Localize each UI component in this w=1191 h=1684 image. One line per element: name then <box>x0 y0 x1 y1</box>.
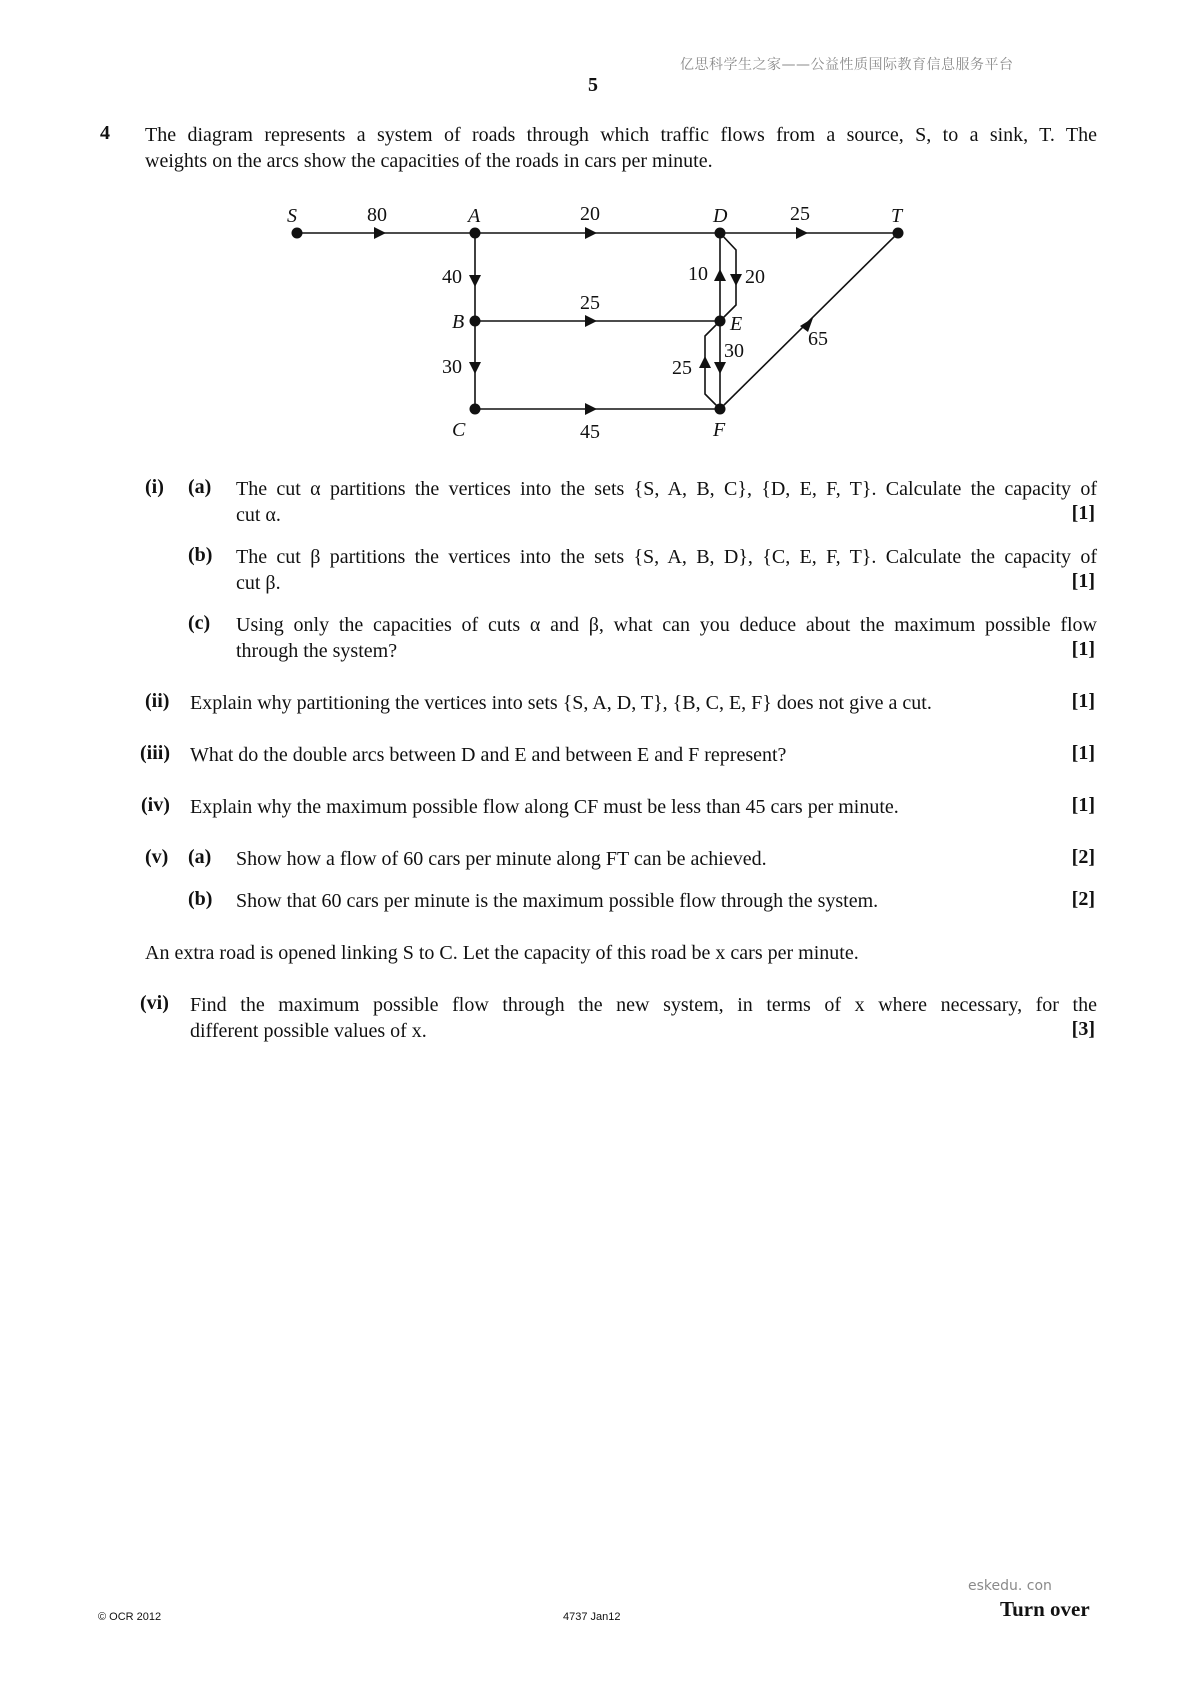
part-iii-marks: [1] <box>1071 742 1095 764</box>
arrow-AD <box>585 227 597 239</box>
label-node-A: A <box>468 205 481 227</box>
part-ii-text: Explain why partitioning the vertices into sets {S, A, D, T}, {B, C, E, F} does not give a cut. <box>190 692 932 714</box>
part-ib-line1: The cut β partitions the vertices into the sets {S, A, B, D}, {C, E, F, T}. Calculate the capacity of <box>236 546 1097 568</box>
part-vb-text: Show that 60 cars per minute is the maximum possible flow through the system. <box>236 890 879 912</box>
weight-FT: 65 <box>808 328 828 350</box>
weight-BE: 25 <box>580 292 600 314</box>
label-node-C: C <box>452 419 466 441</box>
arrow-AB <box>469 275 481 287</box>
flow-network-diagram <box>0 0 1191 460</box>
arrow-CF <box>585 403 597 415</box>
label-node-E: E <box>730 313 743 335</box>
weight-CF: 45 <box>580 421 600 443</box>
weight-AD: 20 <box>580 203 600 225</box>
part-iv-text: Explain why the maximum possible flow along CF must be less than 45 cars per minute. <box>190 796 899 818</box>
weight-SA: 80 <box>367 204 387 226</box>
label-node-F: F <box>713 419 726 441</box>
weight-ED: 10 <box>688 263 708 285</box>
label-node-D: D <box>713 205 728 227</box>
part-vi-marks: [3] <box>1071 1018 1095 1040</box>
node-T <box>893 228 904 239</box>
part-ib-marks: [1] <box>1071 570 1095 592</box>
part-ic-line1: Using only the capacities of cuts α and β, what can you deduce about the maximum possible flow <box>236 614 1097 636</box>
arrow-BC <box>469 362 481 374</box>
part-ic-line2: through the system? <box>236 640 398 662</box>
node-S <box>292 228 303 239</box>
part-ia-marks: [1] <box>1071 502 1095 524</box>
part-ia-label: (a) <box>188 476 212 498</box>
part-ic-label: (c) <box>188 612 211 634</box>
part-va-label: (a) <box>188 846 212 868</box>
question-intro-line1: The diagram represents a system of roads through which traffic flows from a source, S, to a sink, T. The <box>145 124 1097 146</box>
part-ib-line2: cut β. <box>236 572 281 594</box>
node-C <box>470 404 481 415</box>
node-D <box>715 228 726 239</box>
label-node-B: B <box>452 311 465 333</box>
arrow-BE <box>585 315 597 327</box>
part-ib-label: (b) <box>188 544 213 566</box>
part-ic-marks: [1] <box>1071 638 1095 660</box>
part-vi-line1: Find the maximum possible flow through the new system, in terms of x where necessary, for the <box>190 994 1097 1016</box>
turn-over-label: Turn over <box>1000 1597 1090 1621</box>
weight-DT: 25 <box>790 203 810 225</box>
part-ii-label: (ii) <box>145 690 170 712</box>
label-node-T: T <box>891 205 903 227</box>
page-number: 5 <box>588 74 598 96</box>
arrow-SA <box>374 227 386 239</box>
watermark-footer: eskedu. con <box>968 1578 1052 1594</box>
arrow-EF <box>714 362 726 374</box>
question-intro-line2: weights on the arcs show the capacities of the roads in cars per minute. <box>145 150 713 172</box>
part-iii-label: (iii) <box>140 742 170 764</box>
arrow-ED <box>714 269 726 281</box>
part-iv-label: (iv) <box>141 794 170 816</box>
node-E <box>715 316 726 327</box>
question-number: 4 <box>100 122 110 144</box>
node-F <box>715 404 726 415</box>
part-vi-line2: different possible values of x. <box>190 1020 427 1042</box>
extra-road-text: An extra road is opened linking S to C. Let the capacity of this road be x cars per minute. <box>145 942 859 964</box>
weight-FE: 25 <box>672 357 692 379</box>
footer-paper-code: 4737 Jan12 <box>563 1611 621 1623</box>
part-iv-marks: [1] <box>1071 794 1095 816</box>
part-ia-line2: cut α. <box>236 504 281 526</box>
part-vb-label: (b) <box>188 888 213 910</box>
part-va-marks: [2] <box>1071 846 1095 868</box>
part-vb-marks: [2] <box>1071 888 1095 910</box>
part-i-label: (i) <box>145 476 164 498</box>
node-A <box>470 228 481 239</box>
node-B <box>470 316 481 327</box>
arrow-DE <box>730 274 742 286</box>
weight-DE: 20 <box>745 266 765 288</box>
weight-EF: 30 <box>724 340 744 362</box>
arrow-DT <box>796 227 808 239</box>
weight-AB: 40 <box>442 266 462 288</box>
watermark-header: 亿思科学生之家——公益性质国际教育信息服务平台 <box>680 57 1014 73</box>
label-node-S: S <box>287 205 297 227</box>
part-ii-marks: [1] <box>1071 690 1095 712</box>
part-v-label: (v) <box>145 846 169 868</box>
part-iii-text: What do the double arcs between D and E and between E and F represent? <box>190 744 787 766</box>
arrow-FE <box>699 356 711 368</box>
weight-BC: 30 <box>442 356 462 378</box>
part-va-text: Show how a flow of 60 cars per minute along FT can be achieved. <box>236 848 767 870</box>
part-vi-label: (vi) <box>140 992 169 1014</box>
footer-copyright: © OCR 2012 <box>98 1611 162 1623</box>
part-ia-line1: The cut α partitions the vertices into the sets {S, A, B, C}, {D, E, F, T}. Calculate the capacity of <box>236 478 1097 500</box>
